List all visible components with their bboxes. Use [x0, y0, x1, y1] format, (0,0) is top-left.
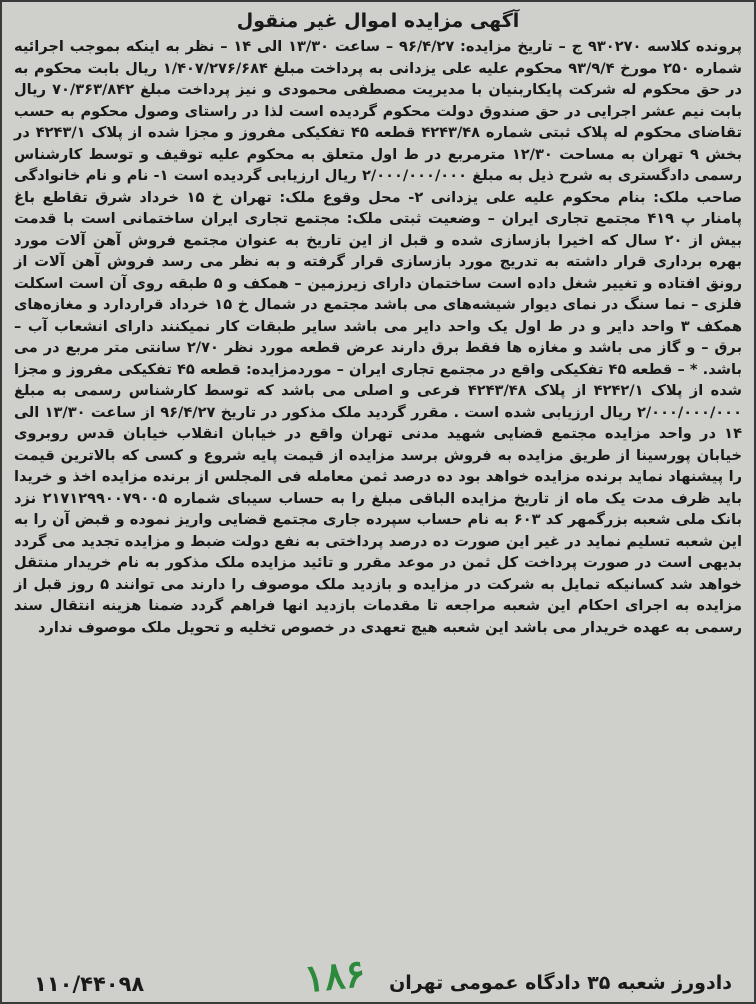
notice-body: پرونده کلاسه ۹۳۰۲۷۰ ج – تاریخ مزایده: ۹۶/۴/۲۷ – ساعت ۱۳/۳۰ الی ۱۴ – نظر به اینکه بموجب اجرائیه شماره ۲۵۰ مورخ ۹۳/۹/۴ محکوم علیه علی یزدانی به پرداخت مبلغ ۱/۴۰۷/۲۷۶/۶۸۴ ریال بابت محکوم به در حق محکوم له شرکت پایکاربنیان با مدیریت مصطفی محمودی و نیز پرداخت مبلغ ۷۰/۳۶۳/۸۴۲ ریال بابت نیم عشر اجرایی در حق صندوق دولت محکوم گردیده است لذا در راستای وصول محکوم به حسب تقاضای محکوم له پلاک ثبتی شماره ۴۲۴۳/۴۸ قطعه ۴۵ تفکیکی مفروز و مجزا شده از پلاک ۴۲۴۳/۱ در بخش ۹ تهران به مساحت ۱۲/۳۰ مترمربع در ط اول متعلق به محکوم علیه توقیف و توسط کارشناس رسمی دادگستری به شرح ذیل به مبلغ ۲/۰۰۰/۰۰۰/۰۰۰ ریال ارزیابی گردیده است ۱- نام و نام خانوادگی صاحب ملک: بنام محکوم علیه علی یزدانی ۲- محل وقوع ملک: تهران خ ۱۵ خرداد شرق تقاطع باغ پامنار پ ۴۱۹ مجتمع تجاری ایران – وضعیت ثبتی ملک: مجتمع تجاری ایران ساختمانی است با قدمت بیش از ۲۰ سال که اخیرا بازسازی شده و قبل از این تاریخ به عنوان مجتمع فروش آهن آلات مورد بهره برداری قرار داشته به تدریج مورد بازسازی قرار گرفته و به نظر می رسد فروش آهن آلات از رونق افتاده و تغییر شغل داده است ساختمان دارای زیرزمین – همکف و ۵ طبقه روی آن است اسکلت فلزی – نما سنگ در نمای دیوار شیشه‌های می باشد مجتمع در شمال خ ۱۵ خرداد قراردارد و مغازه‌های همکف ۳ واحد دایر و در ط اول یک واحد دایر می باشد سایر طبقات کار نمیکنند دارای انشعاب آب – برق – و گاز می باشد و مغازه ها فقط برق دارند عرض قطعه مورد نظر ۲/۷۰ سانتی متر مربع در می باشد. * – قطعه ۴۵ تفکیکی واقع در مجتمع تجاری ایران – موردمزایده: قطعه ۴۵ تفکیکی مفروز و مجزا شده از پلاک ۴۲۴۲/۱ از پلاک ۴۲۴۳/۴۸ فرعی و اصلی می باشد که توسط کارشناس رسمی به مبلغ ۲/۰۰۰/۰۰۰/۰۰۰ ریال ارزیابی شده است . مقرر گردید ملک مذکور در تاریخ ۹۶/۴/۲۷ از ساعت ۱۳/۳۰ الی ۱۴ در واحد مزایده مجتمع قضایی شهید مدنی تهران واقع در خیابان انقلاب خیابان قدس روبروی خیابان پورسینا از طریق مزایده به فروش برسد مزایده از قیمت پایه شروع و کسی که بالاترین قیمت را پیشنهاد نماید برنده مزایده خواهد بود ده درصد ثمن معامله فی المجلس از برنده مزایده اخذ و خریدا باید ظرف مدت یک ماه از تاریخ مزایده الباقی مبلغ را به حساب سیبای شماره ۲۱۷۱۲۹۹۰۰۷۹۰۰۵ نزد بانک ملی شعبه بزرگمهر کد ۶۰۳ به نام حساب سپرده جاری مجتمع قضایی واریز نموده و قبض آن را به این شعبه تسلیم نماید در غیر این صورت ده درصد پرداختی به نفع دولت ضبط و مزایده تجدید می گردد بدیهی است در صورت پرداخت کل ثمن در موعد مقرر و تائید مزایده ملک مذکور به نام خریدار منتقل خواهد شد کسانیکه تمایل به شرکت در مزایده و بازدید ملک موصوف را دارند می توانند ۵ روز قبل از مزایده به اجرای احکام این شعبه مراجعه تا مقدمات بازدید انها فراهم گردد ضمنا هزینه انتقال سند رسمی به عهده خریدار می باشد این شعبه هیچ تعهدی در خصوص تخلیه و تحویل ملک موصوف ندارد — [14, 38, 743, 636]
file-number: ۱۱۰/۴۴۰۹۸ — [34, 972, 145, 996]
signature-line: دادورز شعبه ۳۵ دادگاه عمومی تهران — [389, 972, 732, 994]
notice-title: آگهی مزایده اموال غیر منقول — [236, 10, 520, 32]
notice-footer — [14, 949, 742, 1002]
handwritten-number: ۱۸۶ — [301, 949, 368, 1002]
